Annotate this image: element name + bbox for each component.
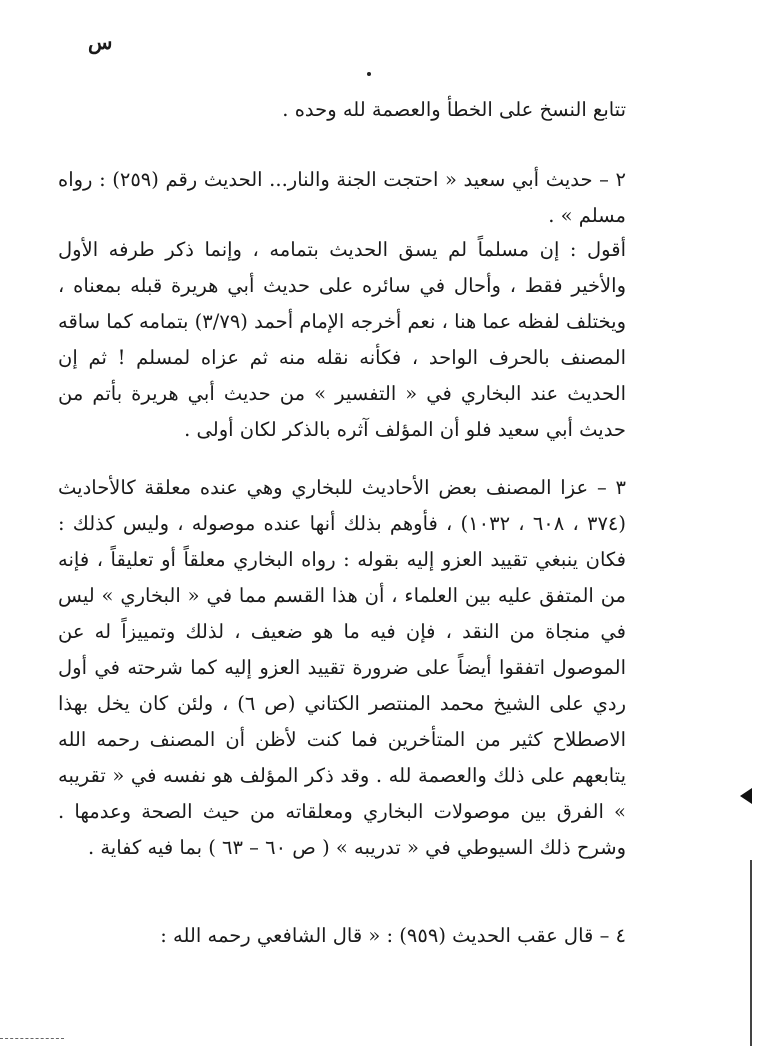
margin-arrow-icon [740,788,752,804]
item-2-heading [58,162,626,234]
page-dot-mark [367,72,371,76]
scan-bottom-line [0,1038,64,1039]
item-4-paragraph [58,918,626,954]
item-2-text: ٢ – حديث أبي سعيد « احتجت الجنة والنار... الحديث رقم (٢٥٩) : رواه مسلم » . [58,168,626,227]
intro-text: تتابع النسخ على الخطأ والعصمة لله وحده . [282,98,626,121]
intro-paragraph [58,92,626,128]
item-3-paragraph [58,470,626,866]
item-2-comment [58,232,626,448]
item-2-comment-text: أقول : إن مسلماً لم يسق الحديث بتمامه ، وإنما ذكر طرفه الأول والأخير فقط ، وأحال في سائره على حديث أبي هريرة قبله بمعناه ، ويختلف لفظه عما هنا ، نعم أخرجه الإمام أحمد (٣/٧٩) بتمامه كما ساقه المصنف بالحرف الواحد ، فكأنه نقله منه ثم عزاه لمسلم ! ثم إن الحديث عند البخاري في « التفسير » من حديث أبي هريرة بأتم من حديث أبي سعيد فلو أن المؤلف آثره بالذكر لكان أولى . [58,238,626,441]
item-3-text: ٣ – عزا المصنف بعض الأحاديث للبخاري وهي عنده معلقة كالأحاديث (٣٧٤ ، ٦٠٨ ، ١٠٣٢) ، فأوهم بذلك أنها عنده موصوله ، وليس كذلك : فكان ينبغي تقييد العزو إليه بقوله : رواه البخاري معلقاً أو تعليقاً ، فإنه من المتفق عليه بين العلماء ، أن هذا القسم مما في « البخاري » ليس في منجاة من النقد ، فإن فيه ما هو ضعيف ، لذلك وتمييزاً له عن الموصول اتفقوا أيضاً على ضرورة تقييد العزو إليه كما شرحته في أول ردي على الشيخ محمد المنتصر الكتاني (ص ٦) ، ولئن كان يخل بهذا الاصطلاح كثير من المتأخرين فما كنت لأظن أن المصنف رحمه الله يتابعهم على ذلك والعصمة لله . وقد ذكر المؤلف هو نفسه في « تقريبه » الفرق بين موصولات البخاري ومعلقاته من حيث الصحة وعدمها . وشرح ذلك السيوطي في « تدريبه » ( ص ٦٠ – ٦٣ ) بما فيه كفاية . [58,476,626,859]
page-header-letter: س [88,30,113,54]
scan-edge-line [750,860,752,1046]
item-4-text: ٤ – قال عقب الحديث (٩٥٩) : « قال الشافعي رحمه الله : [160,924,626,947]
